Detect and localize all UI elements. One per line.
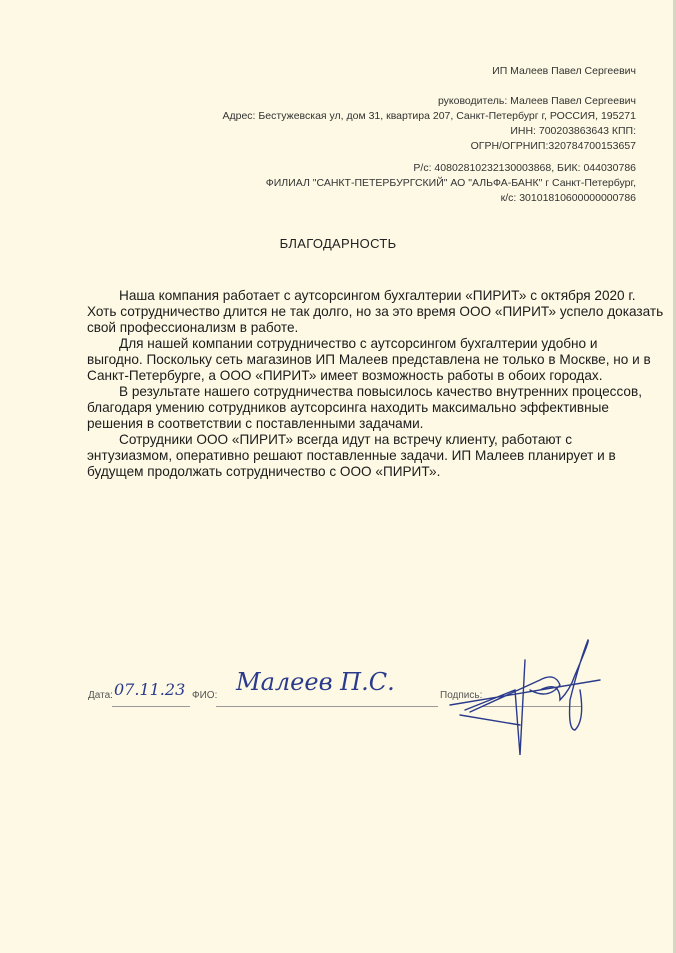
- text-line: Наша компания работает с аутсорсингом бухгалтерии «ПИРИТ» с октября 2020 г.: [119, 288, 636, 303]
- signature-label: Подпись:: [440, 690, 483, 701]
- bank-name: ФИЛИАЛ "САНКТ-ПЕТЕРБУРГСКИЙ" АО "АЛЬФА-БАНК" г Санкт-Петербург,: [265, 177, 636, 189]
- text-line: В результате нашего сотрудничества повысилось качество внутренних процессов,: [119, 384, 642, 399]
- text-line: благодаря умению сотрудников аутсорсинга находить максимально эффективные: [87, 400, 609, 415]
- corr-account: к/с: 30101810600000000786: [500, 192, 636, 204]
- director: руководитель: Малеев Павел Сергеевич: [437, 95, 636, 107]
- text-line: свой профессионализм в работе.: [87, 320, 299, 335]
- ogrn: ОГРН/ОГРНИП:320784700153657: [470, 140, 636, 152]
- text-line: решения в соответствии с поставленными задачами.: [87, 416, 424, 431]
- text-line: будущем продолжать сотрудничество с ООО «ПИРИТ».: [87, 464, 441, 479]
- date-handwritten: 07.11.23: [114, 680, 186, 699]
- bank-account: Р/с: 40802810232130003868, БИК: 044030786: [413, 162, 636, 174]
- text-line: Для нашей компании сотрудничество с аутсорсингом бухгалтерии удобно и: [119, 336, 598, 351]
- text-line: Хоть сотрудничество длится не так долго, но за это время ООО «ПИРИТ» успело доказать: [87, 304, 664, 319]
- text-line: энтузиазмом, оперативно решают поставленные задачи. ИП Малеев планирует и в: [87, 448, 616, 463]
- fio-label: ФИО:: [192, 690, 218, 701]
- address: Адрес: Бестужевская ул, дом 31, квартира 207, Санкт-Петербург г, РОССИЯ, 195271: [222, 110, 636, 122]
- text-line: Санкт-Петербурге, а ООО «ПИРИТ» имеет возможность работы в обоих городах.: [87, 368, 603, 383]
- inn: ИНН: 700203863643 КПП:: [510, 125, 636, 137]
- document-title: БЛАГОДАРНОСТЬ: [279, 236, 397, 251]
- text-line: Сотрудники ООО «ПИРИТ» всегда идут на встречу клиенту, работают с: [119, 432, 573, 447]
- date-label: Дата:: [88, 690, 113, 701]
- fio-handwritten: Малеев П.С.: [236, 668, 395, 696]
- company-name: ИП Малеев Павел Сергеевич: [492, 65, 636, 77]
- text-line: выгодно. Поскольку сеть магазинов ИП Малеев представлена не только в Москве, но и в: [87, 352, 651, 367]
